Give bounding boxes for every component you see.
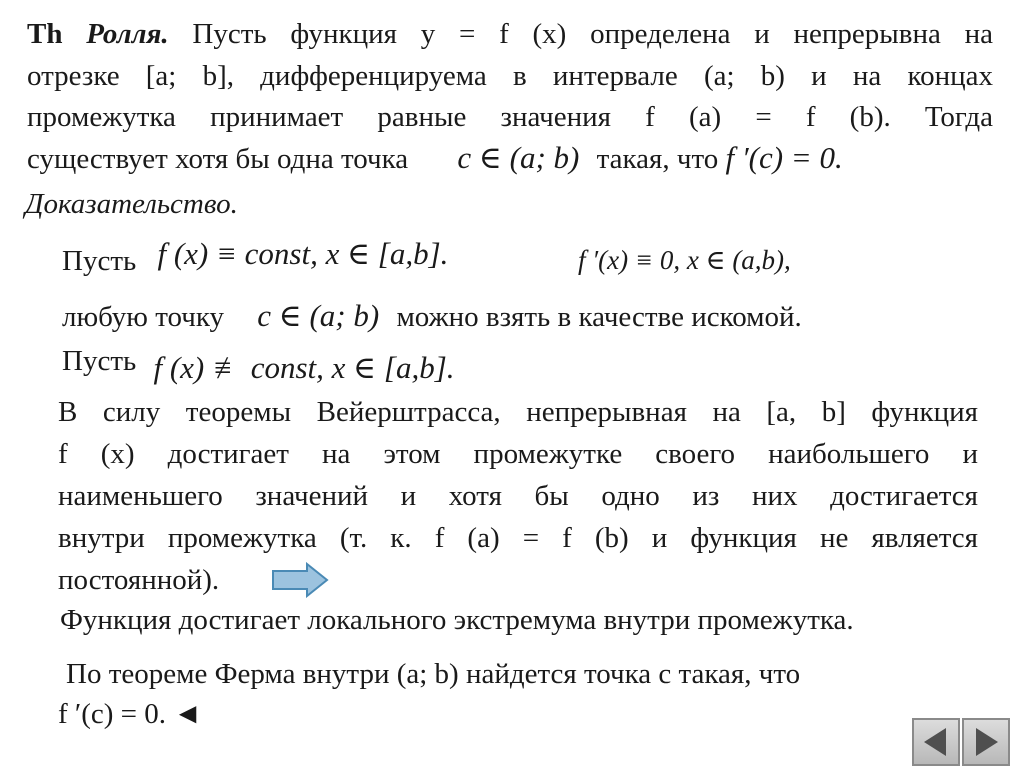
right-arrow-icon[interactable] — [271, 562, 329, 598]
theorem-text-3: промежутка принимает равные значения f (a) = f (b). Тогда — [27, 101, 993, 133]
theorem-line-2 — [27, 56, 993, 96]
theorem-name: Ролля. — [86, 18, 169, 50]
previous-slide-icon — [914, 720, 958, 764]
case2-word: Пусть — [62, 345, 137, 377]
weierstrass-line-2: f (x) достигает на этом промежутке своего наибольшего и — [58, 438, 978, 470]
fermat-line-2: f ′(c) = 0. ◄ — [58, 698, 202, 730]
proof-heading: Доказательство. — [25, 188, 238, 220]
previous-slide-button[interactable] — [912, 718, 960, 766]
next-slide-button[interactable] — [962, 718, 1010, 766]
point-formula: c ∈ (a; b) — [457, 140, 580, 175]
case1-word: Пусть — [62, 245, 137, 277]
theorem-label: Th — [27, 18, 63, 50]
case2-line — [62, 340, 455, 385]
theorem-line-3 — [27, 97, 993, 137]
weierstrass-line-3: наименьшего значений и хотя бы одно из них достигается — [58, 480, 978, 512]
theorem-text-2: отрезке [a; b], дифференцируема в интервале (a; b) и на концах — [27, 60, 993, 92]
theorem-line-4 — [27, 138, 843, 179]
any-point-text: любую точку — [62, 301, 225, 333]
case1-result-formula: f ′(x) ≡ 0, x ∈ (a,b), — [578, 245, 791, 275]
theorem-line-1 — [27, 14, 993, 54]
case1-formula: f (x) ≡ const, x ∈ [a,b]. — [157, 236, 449, 271]
extremum-line: Функция достигает локального экстремума внутри промежутка. — [60, 604, 854, 636]
derivative-zero-formula: f ′(c) = 0. — [725, 140, 843, 175]
any-point-tail: можно взять в качестве искомой. — [396, 301, 802, 333]
any-point-formula: c ∈ (a; b) — [257, 298, 380, 333]
case2-formula: f (x) ≢ const, x ∈ [a,b]. — [153, 350, 455, 385]
weierstrass-line-1: В силу теоремы Вейерштрасса, непрерывная на [a, b] функция — [58, 396, 978, 428]
theorem-text-4: существует хотя бы одна точка — [27, 143, 409, 175]
weierstrass-line-5: постоянной). — [58, 564, 220, 596]
any-point-line — [62, 296, 802, 337]
theorem-text-1: Пусть функция y = f (x) определена и непрерывна на — [192, 18, 994, 50]
weierstrass-line-4: внутри промежутка (т. к. f (a) = f (b) и функция не является — [58, 522, 978, 554]
case1-line — [62, 236, 449, 281]
fermat-line-1: По теореме Ферма внутри (a; b) найдется точка c такая, что — [66, 658, 801, 690]
theorem-text-4-tail: такая, что — [596, 143, 719, 175]
next-slide-icon — [964, 720, 1008, 764]
